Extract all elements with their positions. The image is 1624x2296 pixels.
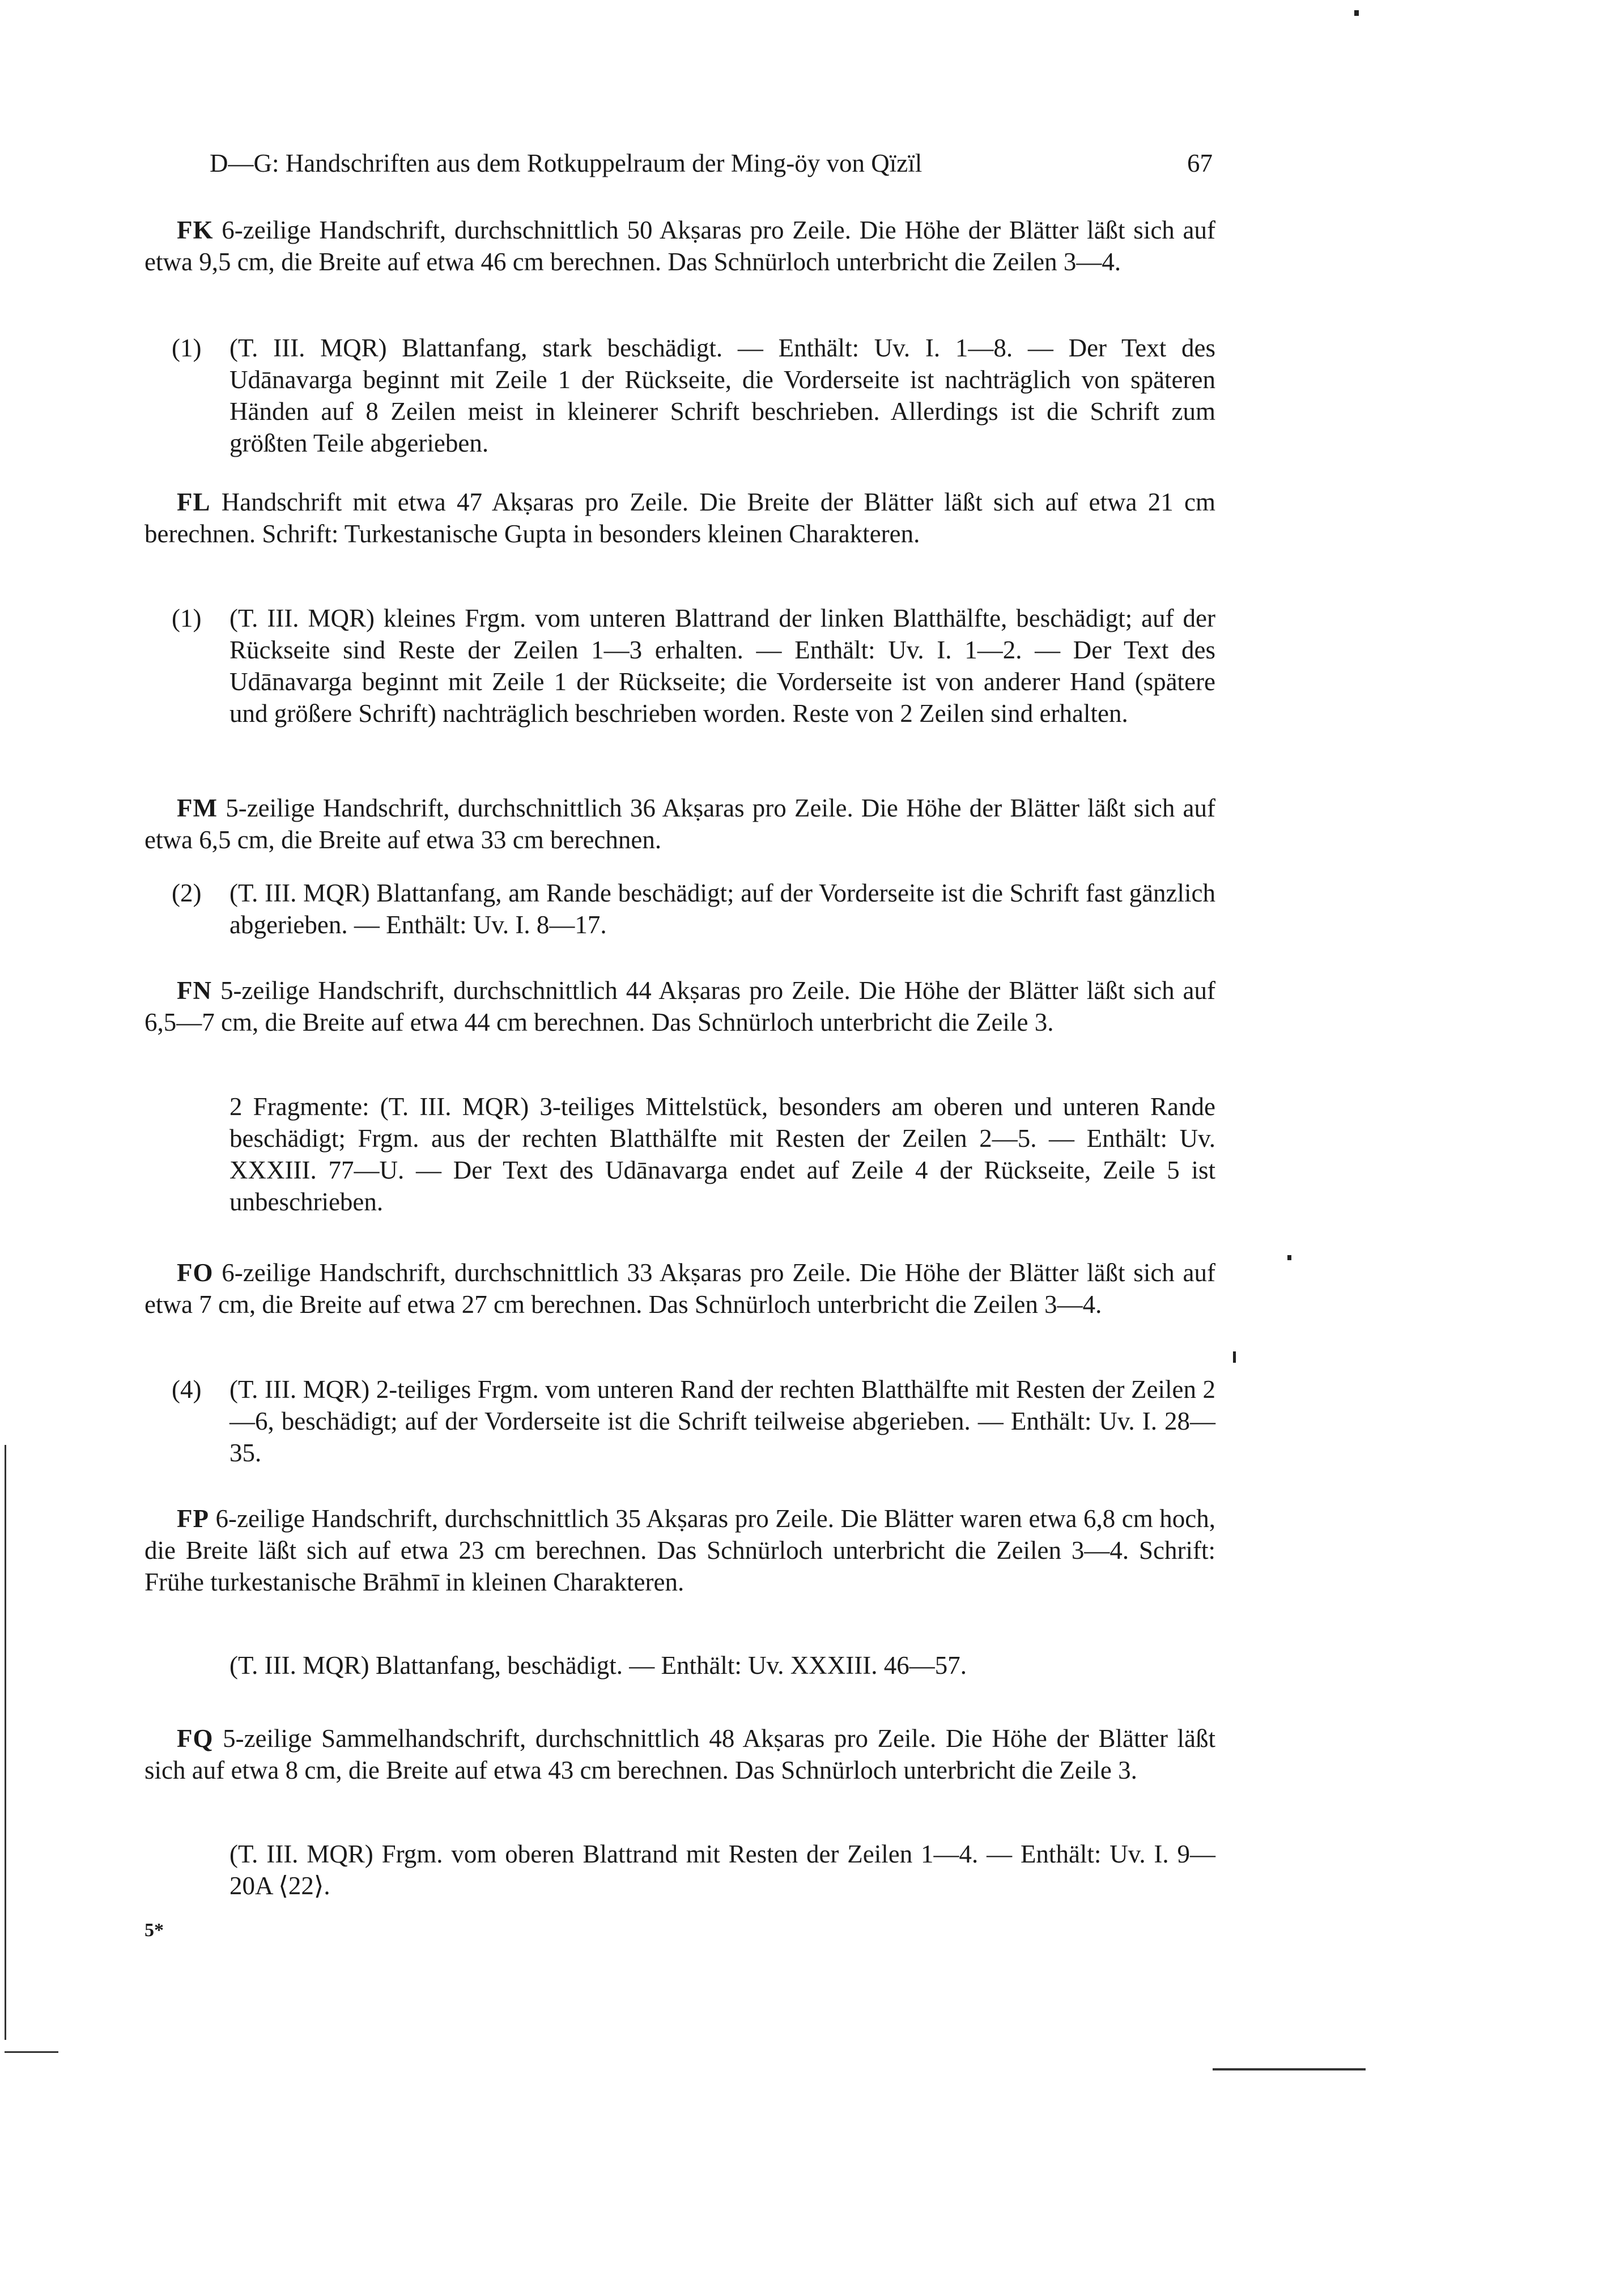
item-number: (1) bbox=[172, 334, 202, 362]
running-header bbox=[210, 148, 1213, 188]
entry-fk-item-1 bbox=[172, 332, 1215, 459]
entry-fl-item-1 bbox=[172, 602, 1215, 729]
entry-fq-item bbox=[229, 1838, 1215, 1902]
entry-description: 6-zeilige Handschrift, durchschnittlich 50 Akṣaras pro Zeile. Die Höhe der Blätter läßt sich auf etwa 9,5 cm, die Breite auf etwa 46 cm berechnen. Das Schnürloch unterbricht die Zeilen 3—4. bbox=[144, 216, 1216, 276]
entry-fp-item bbox=[229, 1649, 1215, 1681]
entry-description: 5-zeilige Handschrift, durchschnittlich 44 Akṣaras pro Zeile. Die Höhe der Blätter läßt sich auf 6,5—7 cm, die Breite auf etwa 44 cm berechnen. Das Schnürloch unterbricht die Zeile 3. bbox=[144, 976, 1216, 1036]
running-title: D—G: Handschriften aus dem Rotkuppelraum der Ming-öy von Qïzïl bbox=[210, 149, 922, 177]
scan-edge-line bbox=[1213, 2068, 1366, 2070]
entry-sigil: FM bbox=[177, 794, 218, 822]
entry-fq bbox=[144, 1723, 1215, 1786]
scan-speck bbox=[1287, 1255, 1291, 1260]
scan-speck bbox=[1354, 10, 1359, 16]
entry-fn bbox=[144, 975, 1215, 1038]
item-number: (1) bbox=[172, 604, 202, 632]
scan-speck bbox=[1233, 1351, 1236, 1363]
entry-description: 6-zeilige Handschrift, durchschnittlich 35 Akṣaras pro Zeile. Die Blätter waren etwa 6,8 cm hoch, die Breite läßt sich auf etwa 23 cm berechnen. Das Schnürloch unterbricht die Zeilen 3—4. Schrift: Frühe turkestanische Brāhmī in kleinen Charakteren. bbox=[144, 1504, 1216, 1596]
item-text: (T. III. MQR) kleines Frgm. vom unteren Blattrand der linken Blatthälfte, beschädigt; auf der Rückseite sind Reste der Zeilen 1—3 erhalten. — Enthält: Uv. I. 1—2. — Der Text des Udānavarga beginnt mit Zeile 1 der Rückseite; die Vorderseite ist von anderer Hand (spätere und größere Schrift) nachträglich beschrieben worden. Reste von 2 Zeilen sind erhalten. bbox=[229, 604, 1215, 728]
signature-mark: 5* bbox=[144, 1920, 164, 1941]
entry-fl bbox=[144, 486, 1215, 550]
item-text: 2 Fragmente: (T. III. MQR) 3-teiliges Mittelstück, besonders am oberen und unteren Rande beschädigt; Frgm. aus der rechten Blatthälfte mit Resten der Zeilen 2—5. — Enthält: Uv. XXXIII. 77—U. — Der Text des Udānavarga endet auf Zeile 4 der Rückseite, Zeile 5 ist unbeschrieben. bbox=[229, 1092, 1215, 1216]
entry-fm-item-2 bbox=[172, 877, 1215, 941]
entry-fm bbox=[144, 792, 1215, 856]
entry-description: 5-zeilige Sammelhandschrift, durchschnittlich 48 Akṣaras pro Zeile. Die Höhe der Blätter läßt sich auf etwa 8 cm, die Breite auf etwa 43 cm berechnen. Das Schnürloch unterbricht die Zeile 3. bbox=[144, 1724, 1215, 1784]
item-number: (4) bbox=[172, 1375, 202, 1404]
entry-sigil: FP bbox=[177, 1504, 209, 1533]
entry-fo bbox=[144, 1257, 1215, 1320]
entry-description: Handschrift mit etwa 47 Akṣaras pro Zeile. Die Breite der Blätter läßt sich auf etwa 21 cm berechnen. Schrift: Turkestanische Gupta in besonders kleinen Charakteren. bbox=[144, 488, 1215, 548]
item-text: (T. III. MQR) Blattanfang, am Rande beschädigt; auf der Vorderseite ist die Schrift fast gänzlich abgerieben. — Enthält: Uv. I. 8—17. bbox=[229, 879, 1215, 939]
item-text: (T. III. MQR) 2-teiliges Frgm. vom unteren Rand der rechten Blatthälfte mit Resten der Zeilen 2—6, beschädigt; auf der Vorderseite ist die Schrift teilweise abgerieben. — Enthält: Uv. I. 28—35. bbox=[229, 1375, 1215, 1467]
entry-fk bbox=[144, 214, 1215, 278]
entry-fo-item-4 bbox=[172, 1374, 1215, 1469]
page-number: 67 bbox=[1187, 149, 1213, 177]
entry-sigil: FO bbox=[177, 1258, 214, 1287]
entry-sigil: FQ bbox=[177, 1724, 214, 1753]
entry-fn-fragments bbox=[229, 1091, 1215, 1218]
item-text: (T. III. MQR) Blattanfang, beschädigt. — Enthält: Uv. XXXIII. 46—57. bbox=[229, 1651, 967, 1680]
scan-edge-line bbox=[5, 1445, 6, 2040]
entry-sigil: FK bbox=[177, 216, 214, 244]
item-text: (T. III. MQR) Blattanfang, stark beschädigt. — Enthält: Uv. I. 1—8. — Der Text des Udānavarga beginnt mit Zeile 1 der Rückseite, die Vorderseite ist nachträglich von späteren Händen auf 8 Zeilen meist in kleinerer Schrift beschrieben. Allerdings ist die Schrift zum größten Teile abgerieben. bbox=[229, 334, 1215, 457]
entry-fp bbox=[144, 1503, 1215, 1598]
scan-edge-line bbox=[5, 2051, 58, 2053]
item-number: (2) bbox=[172, 879, 202, 907]
entry-description: 6-zeilige Handschrift, durchschnittlich 33 Akṣaras pro Zeile. Die Höhe der Blätter läßt sich auf etwa 7 cm, die Breite auf etwa 27 cm berechnen. Das Schnürloch unterbricht die Zeilen 3—4. bbox=[144, 1258, 1216, 1319]
entry-description: 5-zeilige Handschrift, durchschnittlich 36 Akṣaras pro Zeile. Die Höhe der Blätter läßt sich auf etwa 6,5 cm, die Breite auf etwa 33 cm berechnen. bbox=[144, 794, 1216, 854]
item-text: (T. III. MQR) Frgm. vom oberen Blattrand mit Resten der Zeilen 1—4. — Enthält: Uv. I. 9—20A ⟨22⟩. bbox=[229, 1840, 1215, 1900]
entry-sigil: FL bbox=[177, 488, 211, 516]
entry-sigil: FN bbox=[177, 976, 212, 1005]
